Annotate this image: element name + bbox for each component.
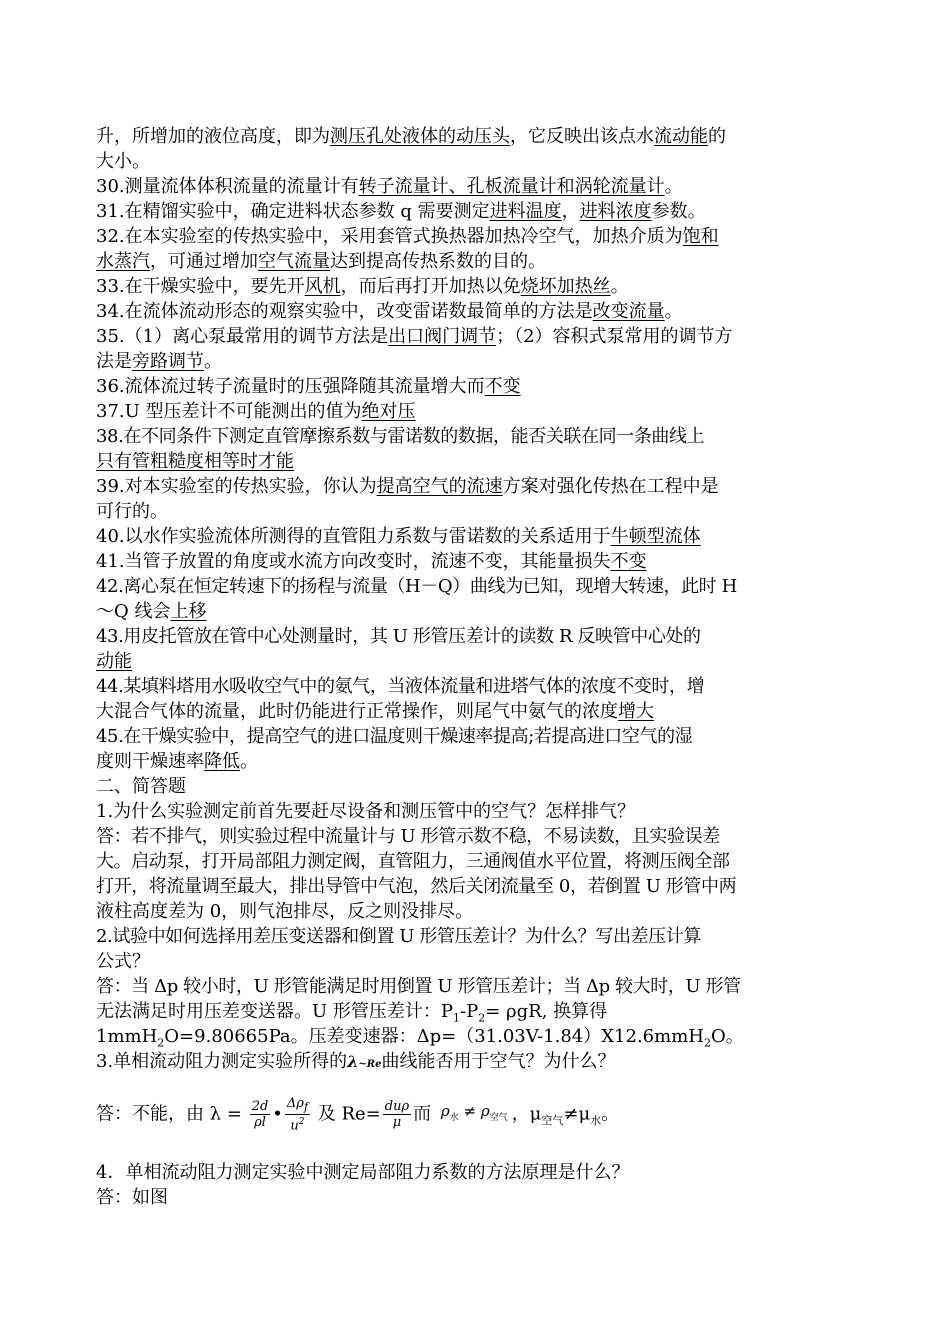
numerator: 2d bbox=[251, 1099, 269, 1114]
subscript: 1 bbox=[453, 1011, 461, 1025]
text: 答：当 Δp 较小时，U 形管能满足时用倒置 U 形管压差计；当 Δp 较大时，U 形管 bbox=[96, 976, 741, 997]
short-q-2 bbox=[96, 924, 856, 949]
fraction bbox=[285, 1096, 310, 1134]
answer: 上移 bbox=[170, 601, 207, 622]
subscript: f bbox=[303, 1100, 309, 1114]
lambda-symbol bbox=[347, 1052, 381, 1071]
answer: 降低 bbox=[204, 751, 240, 772]
text: ~Re bbox=[358, 1059, 382, 1070]
text: 大。启动泵，打开局部阻力测定阀，直管阻力，三通阀值水平位置，将测压阀全部 bbox=[96, 851, 730, 872]
short-a-1 bbox=[96, 849, 856, 874]
text: = ρgR, 换算得 bbox=[485, 1001, 608, 1022]
text: 大混合气体的流量，此时仍能进行正常操作，则尾气中氨气的浓度 bbox=[96, 701, 618, 722]
text-line bbox=[96, 124, 856, 149]
text: ρ bbox=[480, 1102, 490, 1120]
question-45-cont bbox=[96, 749, 856, 774]
text: 液柱高度差为 0，则气泡排尽，反之则没排尽。 bbox=[96, 901, 474, 922]
text: 的 bbox=[708, 126, 726, 147]
text: ≠ bbox=[463, 1102, 477, 1120]
short-q-3 bbox=[96, 1049, 856, 1074]
short-a-2 bbox=[96, 999, 856, 1024]
dot: • bbox=[272, 1103, 283, 1125]
text: 及 Re= bbox=[317, 1103, 381, 1125]
question-44-cont bbox=[96, 699, 856, 724]
text: 达到提高传热系数的目的。 bbox=[330, 251, 546, 272]
text: 法是 bbox=[96, 351, 132, 372]
answer: 牛顿型流体 bbox=[610, 526, 701, 547]
text: 度则干燥速率 bbox=[96, 751, 204, 772]
answer: 饱和 bbox=[682, 226, 719, 247]
section-heading bbox=[96, 774, 856, 799]
question-44 bbox=[96, 674, 856, 699]
answer: 水蒸汽 bbox=[96, 251, 150, 272]
question-39-cont bbox=[96, 499, 856, 524]
fraction bbox=[250, 1099, 271, 1130]
answer: 空气流量 bbox=[258, 251, 330, 272]
question-32 bbox=[96, 224, 856, 249]
short-a-1 bbox=[96, 899, 856, 924]
fraction bbox=[383, 1099, 411, 1130]
subscript: 空气 bbox=[541, 1114, 564, 1128]
short-a-1 bbox=[96, 824, 856, 849]
subscript: 2 bbox=[478, 1011, 486, 1025]
answer: 只有管粗糙度相等时才能 bbox=[96, 451, 294, 472]
answer: 进料浓度 bbox=[579, 201, 652, 222]
text: 32.在本实验室的传热实验中，采用套管式换热器加热冷空气，加热介质为 bbox=[96, 226, 683, 247]
text: 答：若不排气，则实验过程中流量计与 U 形管示数不稳，不易读数，且实验误差 bbox=[96, 826, 720, 847]
question-35 bbox=[96, 324, 856, 349]
text: 36.流体流过转子流量时的压强降随其流量增大而 bbox=[96, 376, 485, 397]
text: ，它反映出该点水 bbox=[510, 126, 654, 147]
text: λ bbox=[347, 1052, 359, 1071]
question-40 bbox=[96, 524, 856, 549]
text: 。 bbox=[601, 1103, 620, 1125]
text: 答：不能，由 bbox=[96, 1103, 210, 1125]
text: u bbox=[290, 1118, 299, 1134]
text: -P bbox=[460, 1001, 479, 1022]
question-36 bbox=[96, 374, 856, 399]
text: 4．单相流动阻力测定实验中测定局部阻力系数的方法原理是什么？ bbox=[96, 1162, 630, 1183]
answer: 测压孔处液体的动压头 bbox=[330, 126, 510, 147]
answer: 动能 bbox=[96, 651, 132, 672]
question-30 bbox=[96, 174, 856, 199]
text: 。 bbox=[204, 351, 222, 372]
text: ≠μ bbox=[563, 1103, 591, 1125]
answer: 不变 bbox=[484, 376, 521, 397]
text: ～Q 线会 bbox=[96, 601, 171, 622]
text: 43.用皮托管放在管中心处测量时，其 U 形管压差计的读数 R 反映管中心处的 bbox=[96, 626, 701, 647]
question-39 bbox=[96, 474, 856, 499]
question-31 bbox=[96, 199, 856, 224]
text: ρ bbox=[440, 1102, 450, 1120]
text: 40.以水作实验流体所测得的直管阻力系数与雷诺数的关系适用于 bbox=[96, 526, 611, 547]
text: 33.在干燥实验中，要先开 bbox=[96, 276, 305, 297]
text-line bbox=[96, 149, 856, 174]
text: 可行的。 bbox=[96, 501, 168, 522]
text: O。 bbox=[710, 1026, 744, 1047]
short-q-4 bbox=[96, 1160, 856, 1185]
text: 。 bbox=[664, 176, 683, 197]
text: ，μ bbox=[511, 1103, 542, 1125]
formula-lambda: λ = bbox=[209, 1103, 242, 1125]
text: 参数。 bbox=[651, 201, 706, 222]
numerator: duρ bbox=[384, 1099, 410, 1114]
denominator bbox=[288, 1115, 306, 1133]
subscript: 水 bbox=[590, 1114, 602, 1128]
short-a-1 bbox=[96, 874, 856, 899]
answer: 提高空气的流速 bbox=[376, 476, 503, 497]
short-a-4 bbox=[96, 1185, 856, 1210]
text: 。 bbox=[664, 301, 683, 322]
numerator bbox=[285, 1096, 310, 1116]
text: 41.当管子放置的角度或水流方向改变时，流速不变，其能量损失 bbox=[96, 551, 611, 572]
subscript: 2 bbox=[703, 1036, 711, 1050]
text: 打开，将流量调至最大，排出导管中气泡，然后关闭流量至 0，若倒置 U 形管中两 bbox=[96, 876, 737, 897]
subscript: 2 bbox=[157, 1036, 165, 1050]
text: ；（2）容积式泵常用的调节方 bbox=[496, 326, 733, 347]
text: 45.在干燥实验中，提高空气的进口温度则干燥速率提高;若提高进口空气的湿 bbox=[96, 726, 693, 747]
question-35-cont bbox=[96, 349, 856, 374]
text: 35.（1）离心泵最常用的调节方法是 bbox=[96, 326, 389, 347]
answer: 改变流量 bbox=[592, 301, 665, 322]
text: 39.对本实验室的传热实验，你认为 bbox=[96, 476, 377, 497]
answer: 不变 bbox=[610, 551, 647, 572]
text: 答：如图 bbox=[96, 1187, 168, 1208]
short-q-2 bbox=[96, 949, 856, 974]
answer: 流动能 bbox=[654, 126, 708, 147]
text: 1mmH bbox=[96, 1026, 158, 1047]
text: ， bbox=[561, 201, 580, 222]
text: 31.在精馏实验中，确定进料状态参数 q 需要测定 bbox=[96, 201, 490, 222]
answer: 绝对压 bbox=[361, 401, 416, 422]
question-32-cont bbox=[96, 249, 856, 274]
denominator: μ bbox=[392, 1115, 402, 1130]
question-37 bbox=[96, 399, 856, 424]
text: 30.测量流体体积流量的流量计有 bbox=[96, 176, 359, 197]
subscript: 水 bbox=[449, 1113, 459, 1123]
subscript: 空气 bbox=[489, 1113, 508, 1123]
text: ，可通过增加 bbox=[150, 251, 258, 272]
text: 38.在不同条件下测定直管摩擦系数与雷诺数的数据，能否关联在同一条曲线上 bbox=[96, 426, 705, 447]
text: 。 bbox=[240, 751, 258, 772]
answer: 增大 bbox=[618, 701, 654, 722]
text: 曲线能否用于空气？为什么？ bbox=[381, 1051, 616, 1072]
formula-line bbox=[96, 1082, 856, 1140]
text: 37.U 型压差计不可能测出的值为 bbox=[96, 401, 362, 422]
short-a-2 bbox=[96, 974, 856, 999]
question-45 bbox=[96, 724, 856, 749]
question-38 bbox=[96, 424, 856, 449]
answer: 烧坏加热丝 bbox=[520, 276, 611, 297]
text: ，而后再打开加热以免 bbox=[340, 276, 521, 297]
answer: 旁路调节 bbox=[132, 351, 204, 372]
text: 而 bbox=[413, 1103, 432, 1125]
text: O=9.80665Pa。压差变速器：Δp=（31.03V-1.84）X12.6mmH bbox=[164, 1026, 704, 1047]
text: 34.在流体流动形态的观察实验中，改变雷诺数最简单的方法是 bbox=[96, 301, 593, 322]
superscript: 2 bbox=[298, 1117, 305, 1128]
text: 1.为什么实验测定前首先要赶尽设备和测压管中的空气？怎样排气？ bbox=[96, 801, 636, 822]
question-43 bbox=[96, 624, 856, 649]
document-page bbox=[96, 124, 856, 1210]
answer: 转子流量计、孔板流量计和涡轮流量计 bbox=[358, 176, 665, 197]
short-q-1 bbox=[96, 799, 856, 824]
text: 方案对强化传热在工程中是 bbox=[502, 476, 719, 497]
question-42-cont bbox=[96, 599, 856, 624]
inequality bbox=[441, 1082, 508, 1147]
text: 升，所增加的液位高度，即为 bbox=[96, 126, 330, 147]
question-43-cont bbox=[96, 649, 856, 674]
denominator: ρl bbox=[254, 1115, 266, 1130]
answer: 进料温度 bbox=[489, 201, 562, 222]
text: 。 bbox=[610, 276, 629, 297]
text: 42.离心泵在恒定转速下的扬程与流量（H－Q）曲线为已知，现增大转速，此时 H bbox=[96, 576, 737, 597]
text: 2.试验中如何选择用差压变送器和倒置 U 形管压差计？为什么？写出差压计算 bbox=[96, 926, 701, 947]
question-34 bbox=[96, 299, 856, 324]
text: 44.某填料塔用水吸收空气中的氨气，当液体流量和进塔气体的浓度不变时，增 bbox=[96, 676, 705, 697]
answer: 出口阀门调节 bbox=[388, 326, 497, 347]
text: 无法满足时用压差变送器。U 形管压差计：P bbox=[96, 1001, 454, 1022]
question-38-cont bbox=[96, 449, 856, 474]
text: Δρ bbox=[286, 1095, 304, 1111]
question-42 bbox=[96, 574, 856, 599]
short-a-2 bbox=[96, 1024, 856, 1049]
text: 3.单相流动阻力测定实验所得的 bbox=[96, 1051, 348, 1072]
text: 公式？ bbox=[96, 951, 150, 972]
answer: 风机 bbox=[304, 276, 341, 297]
text: 大小。 bbox=[96, 151, 150, 172]
heading: 二、简答题 bbox=[96, 776, 186, 797]
question-41 bbox=[96, 549, 856, 574]
question-33 bbox=[96, 274, 856, 299]
